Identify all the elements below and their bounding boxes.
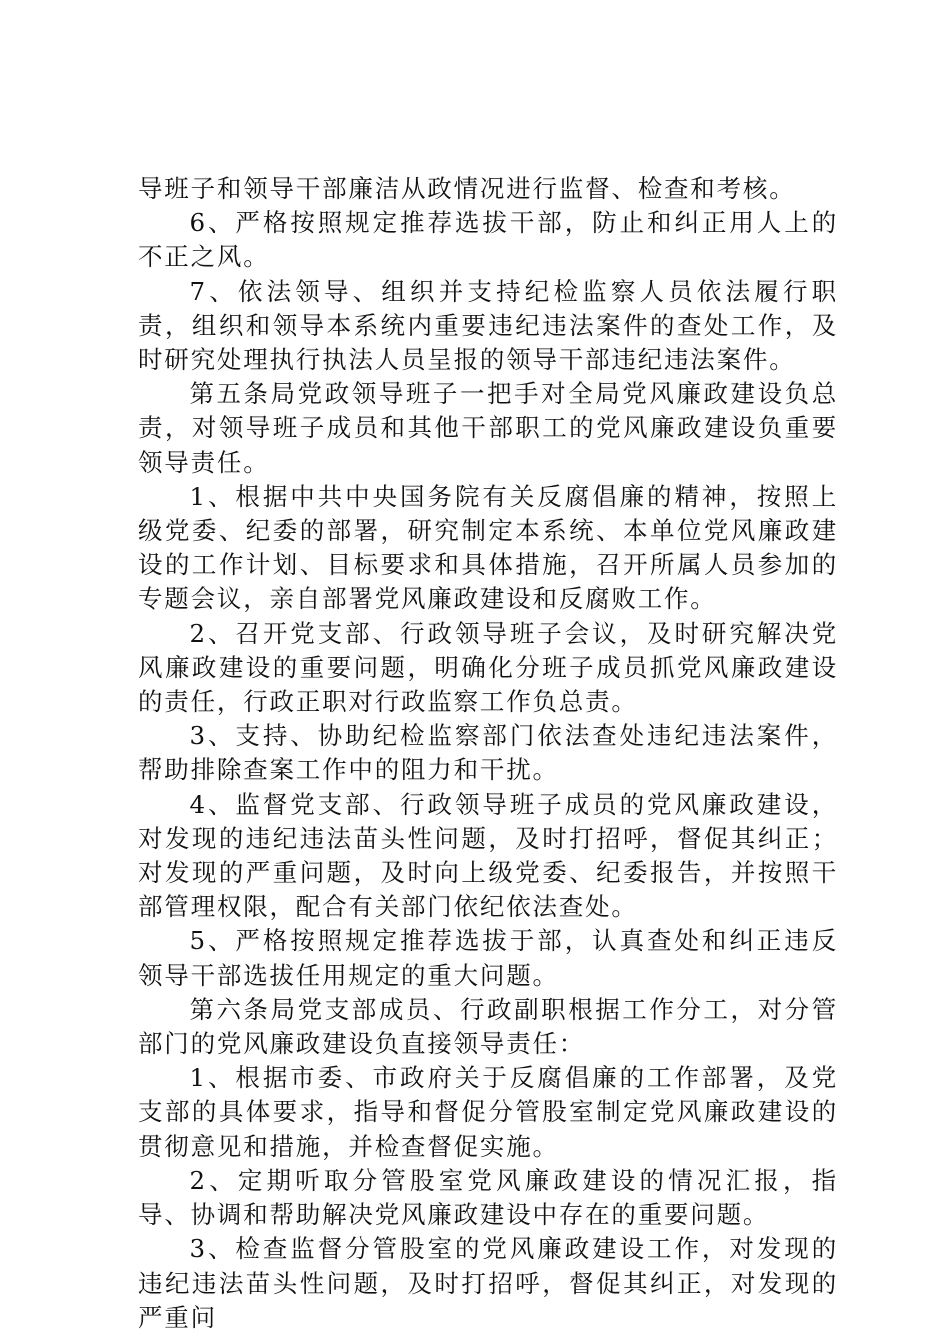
paragraph-item-7: 7、依法领导、组织并支持纪检监察人员依法履行职责，组织和领导本系统内重要违纪违法案件的查处工作，及时研究处理执行执法人员呈报的领导干部违纪违法案件。 <box>138 276 838 375</box>
paragraph-article-5-item-4: 4、监督党支部、行政领导班子成员的党风廉政建设，对发现的违纪违法苗头性问题，及时打招呼，督促其纠正；对发现的严重问题，及时向上级党委、纪委报告，并按照干部管理权限，配合有关部门依纪依法查处。 <box>138 789 838 922</box>
document-body <box>138 172 838 1335</box>
paragraph-article-5-item-2: 2、召开党支部、行政领导班子会议，及时研究解决党风廉政建设的重要问题，明确化分班子成员抓党风廉政建设的责任，行政正职对行政监察工作负总责。 <box>138 618 838 717</box>
paragraph-article-5-item-3: 3、支持、协助纪检监察部门依法查处违纪违法案件，帮助排除查案工作中的阻力和干扰。 <box>138 721 838 785</box>
paragraph-item-6: 6、严格按照规定推荐选拔干部，防止和纠正用人上的不正之风。 <box>138 208 838 272</box>
paragraph-article-6-item-2: 2、定期听取分管股室党风廉政建设的情况汇报，指导、协调和帮助解决党风廉政建设中存在的重要问题。 <box>138 1165 838 1230</box>
paragraph-article-5-item-1: 1、根据中共中央国务院有关反腐倡廉的精神，按照上级党委、纪委的部署，研究制定本系统、本单位党风廉政建设的工作计划、目标要求和具体措施，召开所属人员参加的专题会议，亲自部署党风廉政建设和反腐败工作。 <box>138 481 838 614</box>
paragraph-article-6-item-3: 3、检查监督分管股室的党风廉政建设工作，对发现的违纪违法苗头性问题，及时打招呼，督促其纠正，对发现的严重问 <box>138 1234 838 1332</box>
paragraph-article-5: 第五条局党政领导班子一把手对全局党风廉政建设负总责，对领导班子成员和其他干部职工的党风廉政建设负重要领导责任。 <box>138 379 838 477</box>
paragraph-article-6-item-1: 1、根据市委、市政府关于反腐倡廉的工作部署，及党支部的具体要求，指导和督促分管股室制定党风廉政建设的贯彻意见和措施，并检查督促实施。 <box>138 1063 838 1161</box>
paragraph-article-5-item-5: 5、严格按照规定推荐选拔于部，认真查处和纠正违反领导干部选拔任用规定的重大问题。 <box>138 926 838 990</box>
paragraph-continuation: 导班子和领导干部廉洁从政情况进行监督、检查和考核。 <box>138 174 796 203</box>
paragraph-article-6: 第六条局党支部成员、行政副职根据工作分工，对分管部门的党风廉政建设负直接领导责任： <box>138 994 838 1059</box>
